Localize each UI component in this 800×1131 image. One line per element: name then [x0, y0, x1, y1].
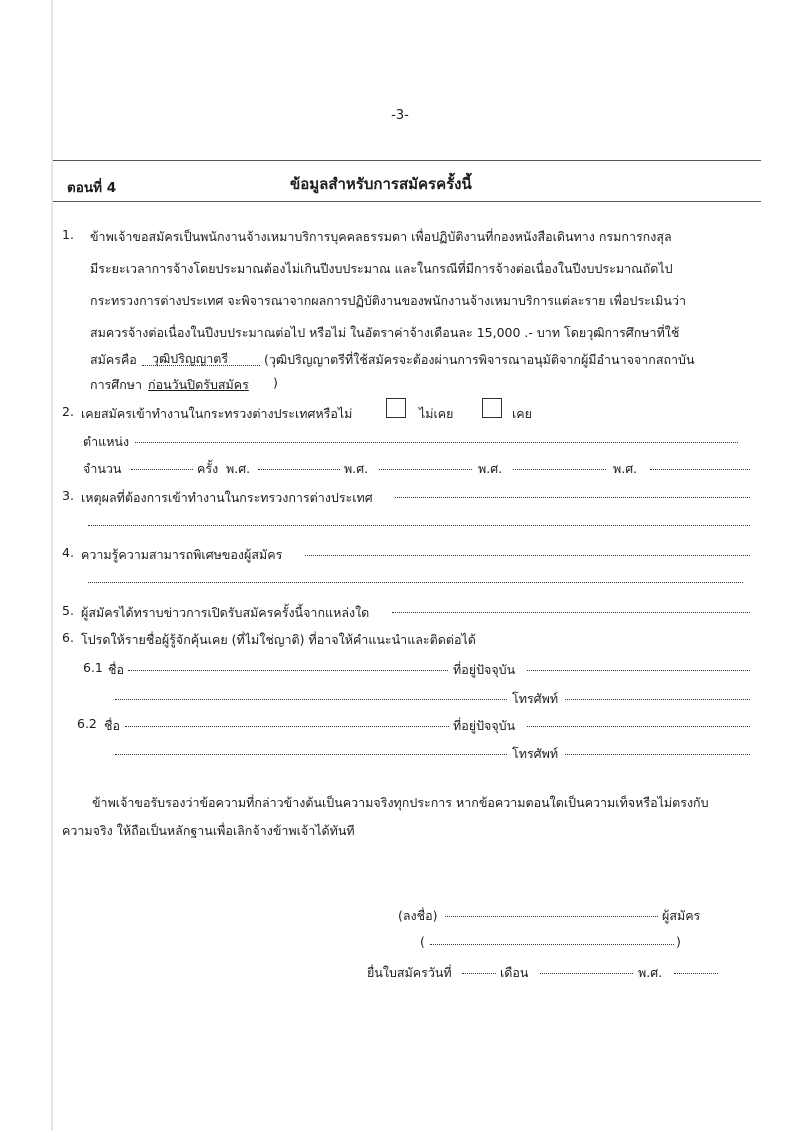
sign-year-field[interactable]	[674, 973, 718, 974]
item6-number: 6.	[62, 630, 74, 645]
ref1-phone-label: โทรศัพท์	[512, 691, 559, 706]
date-label: ยื่นใบสมัครวันที่	[367, 965, 452, 980]
skills-field-2[interactable]	[88, 582, 743, 583]
header-bottom-rule	[53, 201, 761, 202]
item1-number: 1.	[62, 227, 74, 242]
scan-edge	[51, 0, 53, 1131]
item4-label: ความรู้ความสามารถพิเศษของผู้สมัคร	[81, 547, 283, 562]
ref1-name-label: ชื่อ	[108, 662, 124, 677]
position-field[interactable]	[135, 442, 738, 443]
year-label-3: พ.ศ.	[478, 461, 503, 476]
applicant-label: ผู้สมัคร	[662, 908, 701, 923]
ref1-name-field[interactable]	[128, 670, 448, 671]
item6-label: โปรดให้รายชื่อผู้รู้จักคุ้นเคย (ที่ไม่ใช่ญาติ) ที่อาจให้คำแนะนำและติดต่อได้	[81, 632, 476, 647]
skills-field-1[interactable]	[305, 555, 750, 556]
ref2-phone-field[interactable]	[565, 754, 750, 755]
day-field[interactable]	[462, 973, 496, 974]
deadline-note: ก่อนวันปิดรับสมัคร	[148, 377, 249, 392]
ref2-number: 6.2	[77, 716, 97, 731]
ref2-phone-label: โทรศัพท์	[512, 746, 559, 761]
item1-line-6-suffix: )	[273, 375, 278, 390]
item2-number: 2.	[62, 404, 74, 419]
year-label-1: พ.ศ.	[226, 461, 251, 476]
news-source-field[interactable]	[392, 612, 750, 613]
times-label: ครั้ง	[197, 461, 219, 476]
count-field[interactable]	[131, 469, 193, 470]
year-label-2: พ.ศ.	[344, 461, 369, 476]
qualification-field[interactable]	[142, 365, 260, 366]
qualification-value: วุฒิปริญญาตรี	[152, 351, 229, 366]
item1-line-5-suffix: (วุฒิปริญญาตรีที่ใช้สมัครจะต้องผ่านการพิจารณาอนุมัติจากผู้มีอำนาจจากสถาบัน	[264, 352, 695, 367]
month-field[interactable]	[540, 973, 633, 974]
header-top-rule	[53, 160, 761, 161]
name-paren-open: (	[420, 934, 425, 949]
ref1-address-field-2[interactable]	[115, 699, 507, 700]
ref1-address-field[interactable]	[527, 670, 750, 671]
item1-line-6-prefix: การศึกษา	[90, 377, 143, 392]
item3-label: เหตุผลที่ต้องการเข้าทำงานในกระทรวงการต่างประเทศ	[81, 490, 373, 505]
count-label: จำนวน	[83, 461, 122, 476]
sign-label: (ลงชื่อ)	[398, 908, 438, 923]
ref1-address-label: ที่อยู่ปัจจุบัน	[453, 662, 516, 677]
item5-number: 5.	[62, 603, 74, 618]
reason-field-1[interactable]	[395, 497, 750, 498]
signature-field[interactable]	[445, 916, 658, 917]
item2-question: เคยสมัครเข้าทำงานในกระทรวงต่างประเทศหรือไม่	[81, 406, 353, 421]
item4-number: 4.	[62, 545, 74, 560]
part-label: ตอนที่ 4	[67, 180, 117, 196]
year-field-1[interactable]	[258, 469, 340, 470]
ref2-address-field-2[interactable]	[115, 754, 507, 755]
option-ever-label: เคย	[512, 406, 532, 421]
never-applied-checkbox[interactable]	[386, 398, 406, 418]
item5-label: ผู้สมัครได้ทราบข่าวการเปิดรับสมัครครั้งนี้จากแหล่งใด	[81, 605, 370, 620]
year-field-4[interactable]	[650, 469, 750, 470]
year-label-4: พ.ศ.	[613, 461, 638, 476]
ref2-address-label: ที่อยู่ปัจจุบัน	[453, 718, 516, 733]
item1-line-1: ข้าพเจ้าขอสมัครเป็นพนักงานจ้างเหมาบริการบุคคลธรรมดา เพื่อปฏิบัติงานที่กองหนังสือเดินทาง กรมการกงสุล	[90, 229, 672, 244]
ref1-number: 6.1	[83, 660, 103, 675]
option-never-label: ไม่เคย	[419, 406, 454, 421]
item1-line-2: มีระยะเวลาการจ้างโดยประมาณต้องไม่เกินปีงบประมาณ และในกรณีที่มีการจ้างต่อเนื่องในปีงบประมาณถัดไป	[90, 261, 673, 276]
ref2-name-field[interactable]	[125, 726, 449, 727]
ref2-name-label: ชื่อ	[104, 718, 120, 733]
name-paren-close: )	[676, 934, 681, 949]
year-field-2[interactable]	[379, 469, 472, 470]
sign-year-label: พ.ศ.	[638, 965, 663, 980]
ref2-address-field[interactable]	[527, 726, 750, 727]
month-label: เดือน	[500, 965, 529, 980]
page-number: -3-	[391, 108, 409, 123]
item1-line-4: สมควรจ้างต่อเนื่องในปีงบประมาณต่อไป หรือไม่ ในอัตราค่าจ้างเดือนละ 15,000 .- บาท โดยวุฒิการศึกษาที่ใช้	[90, 325, 680, 340]
printed-name-field[interactable]	[430, 944, 674, 945]
section-title: ข้อมูลสำหรับการสมัครครั้งนี้	[290, 175, 472, 193]
year-field-3[interactable]	[513, 469, 606, 470]
ever-applied-checkbox[interactable]	[482, 398, 502, 418]
certification-line-1: ข้าพเจ้าขอรับรองว่าข้อความที่กล่าวข้างต้นเป็นความจริงทุกประการ หากข้อความตอนใดเป็นความเท็จหรือไม่ตรงกับ	[92, 795, 709, 810]
reason-field-2[interactable]	[88, 525, 750, 526]
ref1-phone-field[interactable]	[565, 699, 750, 700]
item1-line-5-prefix: สมัครคือ	[90, 352, 137, 367]
item3-number: 3.	[62, 488, 74, 503]
certification-line-2: ความจริง ให้ถือเป็นหลักฐานเพื่อเลิกจ้างข้าพเจ้าได้ทันที	[62, 823, 355, 838]
item1-line-3: กระทรวงการต่างประเทศ จะพิจารณาจากผลการปฏิบัติงานของพนักงานจ้างเหมาบริการแต่ละราย เพื่อประเมินว่า	[90, 293, 686, 308]
position-label: ตำแหน่ง	[83, 434, 130, 449]
